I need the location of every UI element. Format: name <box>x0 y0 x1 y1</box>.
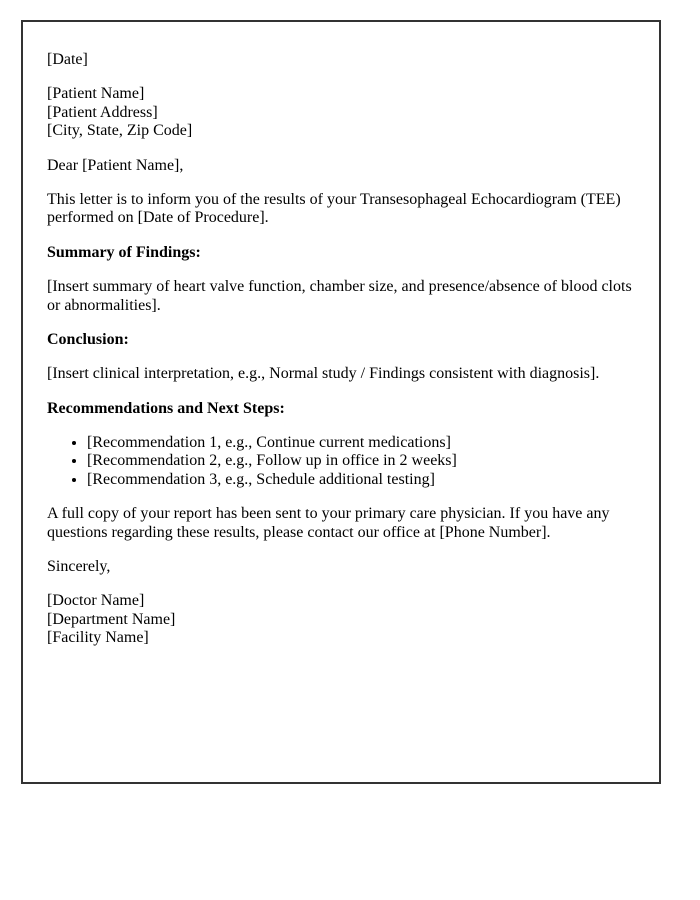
salutation: Dear [Patient Name], <box>47 156 184 174</box>
closing-paragraph: A full copy of your report has been sent to your primary care physician. If you have any questions regarding these results, please contact our office at [Phone Number]. <box>47 505 610 541</box>
conclusion-body: [Insert clinical interpretation, e.g., Normal study / Findings consistent with diagnosis]. <box>47 365 600 383</box>
recipient-city-state-zip-line: [City, State, Zip Code] <box>47 122 193 140</box>
recommendation-item-3: • [Recommendation 3, e.g., Schedule additional testing] <box>87 471 635 489</box>
department-name-line: [Department Name] <box>47 610 176 628</box>
recipient-name-line: [Patient Name] <box>47 85 145 103</box>
letter-page <box>21 20 661 784</box>
signature-block <box>47 592 635 647</box>
recommendations-list <box>47 434 635 489</box>
conclusion-heading: Conclusion: <box>47 330 129 348</box>
facility-name-line: [Facility Name] <box>47 629 149 647</box>
summary-of-findings-body: [Insert summary of heart valve function, chamber size, and presence/absence of blood clots or abnormalities]. <box>47 278 632 314</box>
recipient-address-block <box>47 85 635 140</box>
intro-paragraph: This letter is to inform you of the results of your Transesophageal Echocardiogram (TEE) performed on [Date of Procedure]. <box>47 190 621 227</box>
recommendations-heading: Recommendations and Next Steps: <box>47 399 285 417</box>
recipient-address-line: [Patient Address] <box>47 103 158 121</box>
recommendation-item-2: • [Recommendation 2, e.g., Follow up in office in 2 weeks] <box>87 452 635 470</box>
date-line: [Date] <box>47 51 88 68</box>
recommendation-item-1: • [Recommendation 1, e.g., Continue current medications] <box>87 434 635 452</box>
signoff: Sincerely, <box>47 558 111 576</box>
summary-of-findings-heading: Summary of Findings: <box>47 243 201 261</box>
doctor-name-line: [Doctor Name] <box>47 592 145 610</box>
